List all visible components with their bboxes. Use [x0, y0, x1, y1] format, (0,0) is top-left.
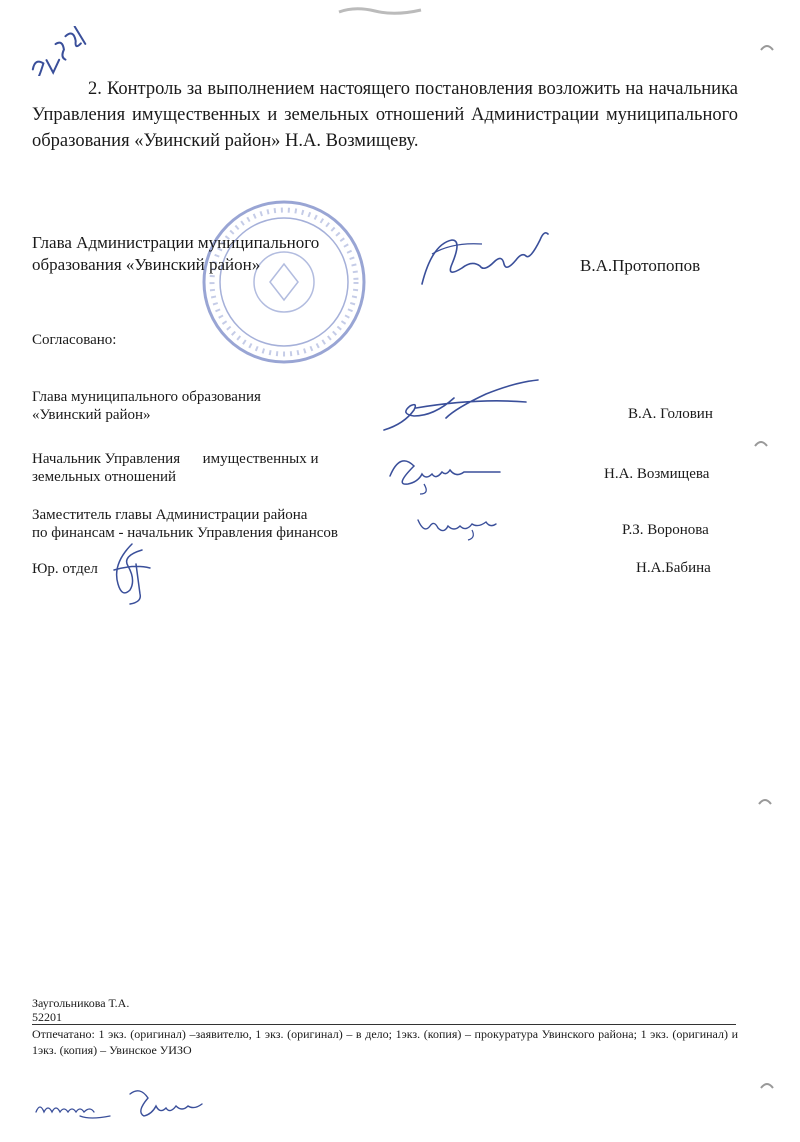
approval-title-line1: Глава муниципального образования	[32, 389, 261, 405]
approval-name: Н.А.Бабина	[636, 560, 711, 576]
punch-hole-mark	[760, 1080, 774, 1090]
approval-title-line1: Начальник Управления имущественных и	[32, 451, 319, 467]
approval-name: Р.З. Воронова	[622, 522, 709, 538]
approval-title	[32, 506, 338, 542]
head-title-line1: Глава Администрации муниципального	[32, 233, 320, 252]
approval-title-line2: по финансам - начальник Управления финансов	[32, 525, 338, 541]
punch-hole-mark	[754, 438, 768, 448]
approval-title-line1: Юр. отдел	[32, 561, 98, 577]
executor-phone: 52201	[32, 1010, 62, 1024]
approval-name: Н.А. Возмищева	[604, 466, 710, 482]
head-title	[32, 232, 319, 276]
approval-signature	[412, 510, 502, 542]
head-signature	[412, 224, 562, 294]
approval-signature	[376, 378, 546, 440]
approval-title-line1: Заместитель главы Администрации района	[32, 507, 308, 523]
agreed-label: Согласовано:	[32, 332, 117, 348]
scan-smudge	[335, 4, 425, 18]
distribution-note: Отпечатано: 1 экз. (оригинал) –заявителю, 1 экз. (оригинал) – в дело; 1экз. (копия) – прокуратура Увинского района; 1 экз. (оригинал) и 1экз. (копия) – Увинское УИЗО	[32, 1027, 738, 1057]
punch-hole-mark	[758, 796, 772, 806]
approval-title-line2: земельных отношений	[32, 469, 177, 485]
approval-name: В.А. Головин	[628, 406, 713, 422]
approval-title	[32, 450, 362, 486]
executor-name: Заугольникова Т.А.	[32, 996, 130, 1010]
handwritten-number	[22, 26, 92, 76]
approval-signature	[96, 540, 162, 606]
approval-title	[32, 388, 261, 424]
clause-paragraph: 2. Контроль за выполнением настоящего постановления возложить на начальника Управления имущественных и земельных отношений Администрации муниципального образования «Увинский район» Н.А. Возмищеву.	[32, 79, 738, 151]
head-name: В.А.Протопопов	[580, 256, 701, 275]
approval-signature	[380, 446, 510, 496]
handwritten-copy-note	[30, 1082, 220, 1122]
official-stamp	[200, 198, 368, 366]
footer-divider	[32, 1024, 736, 1025]
approval-title	[32, 560, 98, 578]
head-title-line2: образования «Увинский район»	[32, 255, 261, 274]
punch-hole-mark	[760, 42, 774, 52]
approval-title-line2: «Увинский район»	[32, 407, 151, 423]
